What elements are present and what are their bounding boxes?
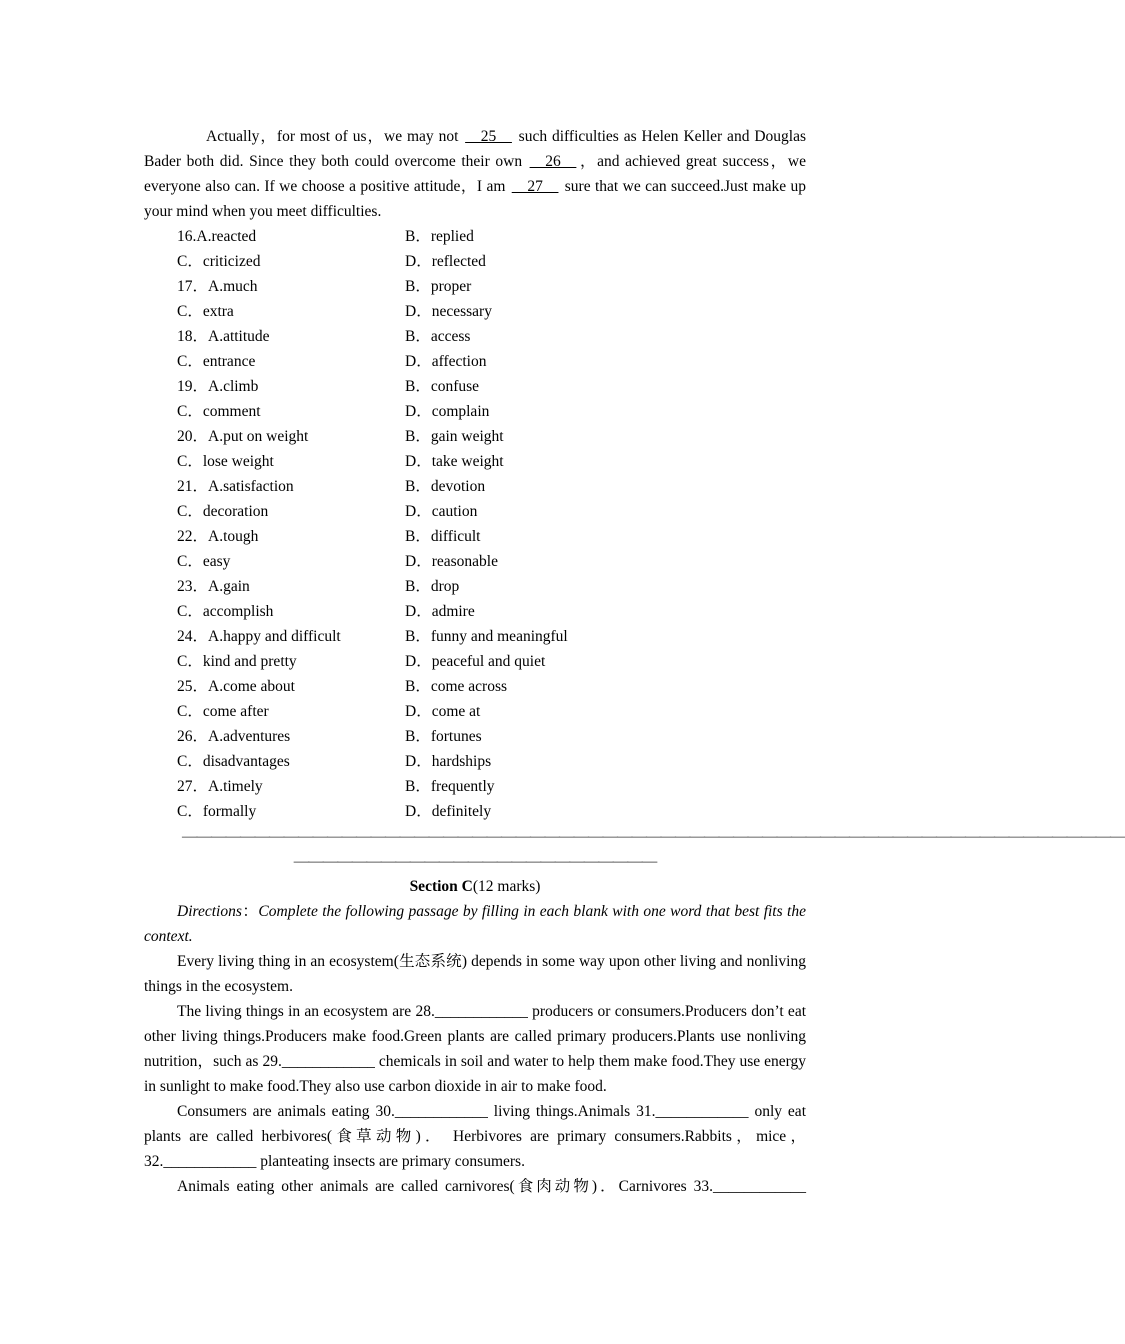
option-right: B．come across <box>405 678 508 695</box>
option-row <box>144 649 806 674</box>
option-left: 18．A.attitude <box>177 328 270 345</box>
option-row <box>144 274 806 299</box>
option-row <box>144 699 806 724</box>
option-left: C．decoration <box>177 503 269 520</box>
option-left: 17．A.much <box>177 278 258 295</box>
option-row <box>144 474 806 499</box>
passage-paragraph-3: Consumers are animals eating 30.____________ living things.Animals 31.____________ only eat plants are called herbivores(食草动物)． Herbivores are primary consumers.Rabbits，mice，32.____________ planteating insects are primary consumers. <box>144 1103 806 1170</box>
option-row <box>144 624 806 649</box>
option-left: 21．A.satisfaction <box>177 478 294 495</box>
option-left: C．comment <box>177 403 261 420</box>
option-row <box>144 324 806 349</box>
option-right: D．affection <box>405 353 487 370</box>
option-right: B．access <box>405 328 471 345</box>
blank-25: __25__ <box>465 128 512 145</box>
directions-colon: ： <box>241 903 259 920</box>
option-left: 16.A.reacted <box>177 228 257 245</box>
option-right: B．gain weight <box>405 428 504 445</box>
option-left: 24．A.happy and difficult <box>177 628 341 645</box>
option-right: B．drop <box>405 578 460 595</box>
directions <box>144 899 806 949</box>
option-row <box>144 599 806 624</box>
directions-text: Complete the following passage by filling in each blank with one word that best fits the context. <box>144 903 806 945</box>
option-row <box>144 349 806 374</box>
option-right: D．reasonable <box>405 553 498 570</box>
paragraph-text-4: sure that we can succeed.Just make up your mind when you meet difficulties. <box>144 178 806 220</box>
option-right: B．confuse <box>405 378 480 395</box>
option-left: 26．A.adventures <box>177 728 291 745</box>
option-right: D．hardships <box>405 753 492 770</box>
option-left: C．criticized <box>177 253 261 270</box>
option-right: B．devotion <box>405 478 486 495</box>
option-row <box>144 574 806 599</box>
option-row <box>144 774 806 799</box>
option-row <box>144 674 806 699</box>
option-left: C．formally <box>177 803 257 820</box>
option-row <box>144 224 806 249</box>
option-left: C．lose weight <box>177 453 274 470</box>
option-right: B．frequently <box>405 778 495 795</box>
option-right: B．fortunes <box>405 728 482 745</box>
option-right: B．replied <box>405 228 474 245</box>
option-row <box>144 299 806 324</box>
option-left: 20．A.put on weight <box>177 428 309 445</box>
option-row <box>144 524 806 549</box>
section-c-heading <box>144 874 806 899</box>
option-row <box>144 499 806 524</box>
option-left: C．accomplish <box>177 603 274 620</box>
passage-paragraph-4: Animals eating other animals are called carnivores(食肉动物)．Carnivores 33.____________ <box>177 1178 806 1195</box>
option-left: C．easy <box>177 553 231 570</box>
option-left: C．entrance <box>177 353 256 370</box>
section-b-paragraph <box>144 124 806 224</box>
paragraph-text-1: Actually，for most of us，we may not <box>206 128 464 145</box>
paragraph-text-2: such difficulties as Helen Keller and Douglas Bader both did. Since they both could overcome their own <box>144 128 806 170</box>
blank-26: __26__ <box>529 153 577 170</box>
passage-paragraph-2: The living things in an ecosystem are 28.____________ producers or consumers.Producers don’t eat other living things.Producers make food.Green plants are called primary producers.Plants use nonliving nutrition，such as 29.____________ chemicals in soil and water to help them make food.They use energy in sunlight to make food.They also use carbon dioxide in air to make food. <box>144 1003 806 1095</box>
option-row <box>144 749 806 774</box>
option-right: B．difficult <box>405 528 481 545</box>
section-c-marks: (12 marks) <box>472 878 541 895</box>
option-left: C．disadvantages <box>177 753 290 770</box>
option-right: D．take weight <box>405 453 504 470</box>
option-row <box>144 249 806 274</box>
option-left: 27．A.timely <box>177 778 263 795</box>
option-row <box>144 549 806 574</box>
directions-label: Directions <box>177 903 242 920</box>
paragraph-text-3: ，and achieved great success，we everyone also can. If we choose a positive attitude，I am <box>144 153 806 195</box>
option-row <box>144 449 806 474</box>
option-left: 19．A.climb <box>177 378 259 395</box>
option-right: D．come at <box>405 703 481 720</box>
separator-line: ————————————————————————————————————————————————————————————————— <box>182 828 1125 845</box>
section-c-title: Section C <box>409 878 473 895</box>
option-right: D．complain <box>405 403 490 420</box>
option-row <box>144 424 806 449</box>
option-right: D．reflected <box>405 253 486 270</box>
option-right: D．necessary <box>405 303 492 320</box>
option-row <box>144 399 806 424</box>
option-right: B．funny and meaningful <box>405 628 568 645</box>
answer-options-list <box>144 224 806 824</box>
option-right: D．definitely <box>405 803 492 820</box>
option-right: D．caution <box>405 503 478 520</box>
option-left: C．kind and pretty <box>177 653 297 670</box>
option-left: C．extra <box>177 303 234 320</box>
option-row <box>144 724 806 749</box>
option-right: B．proper <box>405 278 472 295</box>
option-right: D．peaceful and quiet <box>405 653 546 670</box>
passage-paragraph-1: Every living thing in an ecosystem(生态系统) depends in some way upon other living and nonliving things in the ecosystem. <box>144 953 806 995</box>
separator-line: ————————————————————————— <box>293 853 657 870</box>
option-left: 23．A.gain <box>177 578 250 595</box>
option-left: 25．A.come about <box>177 678 295 695</box>
blank-27: __27__ <box>511 178 559 195</box>
option-left: C．come after <box>177 703 269 720</box>
option-row <box>144 374 806 399</box>
option-row <box>144 799 806 824</box>
document-page <box>144 124 1125 1199</box>
option-left: 22．A.tough <box>177 528 259 545</box>
option-right: D．admire <box>405 603 475 620</box>
